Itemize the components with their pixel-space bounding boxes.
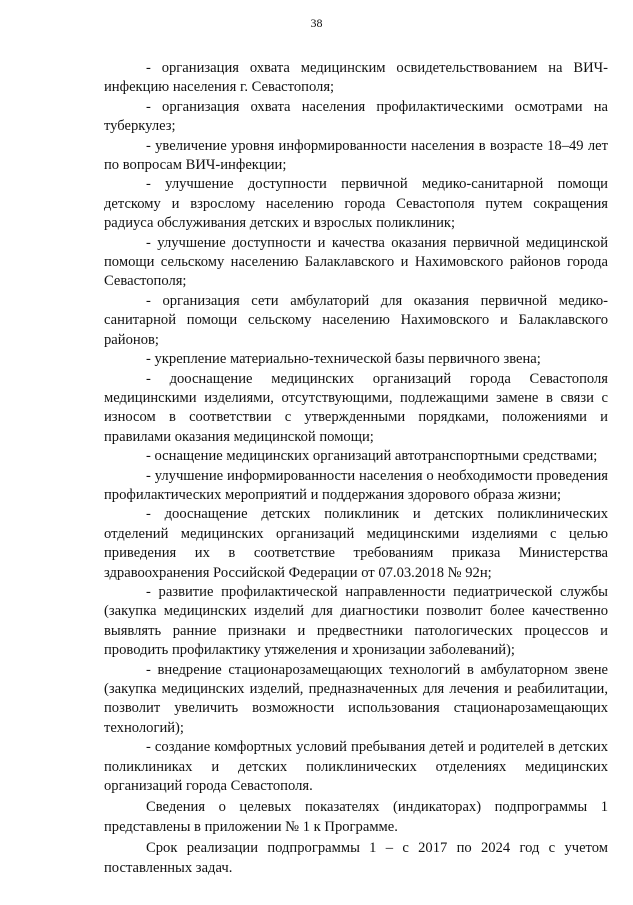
list-item-material-base: - укрепление материально-технической базы первичного звена; (146, 351, 541, 368)
list-item-hiv-awareness: - увеличение уровня информированности населения в возрасте 18–49 лет по вопросам ВИЧ-инфекции; (104, 137, 608, 174)
list-item-health-awareness: - улучшение информированности населения о необходимости проведения профилактических мероприятий и поддержания здорового образа жизни; (104, 467, 608, 503)
list-item-primary-care-access: - улучшение доступности первичной медико-санитарной помощи детскому и взрослому населению города Севастополя путем сокращения радиуса обслуживания детских и взрослых поликлиник; (104, 176, 608, 232)
list-item-inpatient-substitution: - внедрение стационарозамещающих технологий в амбулаторном звене (закупка медицинских изделий, предназначенных для лечения и реабилитации, позволит увеличить возможности использования стационарозамещающих технологий); (104, 661, 608, 736)
list-item-ambulatory-network: - организация сети амбулаторий для оказания первичной медико-санитарной помощи сельскому населению Нахимовского и Балаклавского районов; (104, 292, 608, 348)
list-item-vehicles: - оснащение медицинских организаций автотранспортными средствами; (146, 448, 598, 465)
list-item-hiv-testing: - организация охвата медицинским освидетельствованием на ВИЧ-инфекцию населения г. Севастополя; (104, 60, 608, 96)
page-number: 38 (310, 16, 323, 30)
paragraph-implementation-period: Срок реализации подпрограммы 1 – с 2017 по 2024 год с учетом поставленных задач. (104, 840, 608, 876)
paragraph-indicators: Сведения о целевых показателях (индикаторах) подпрограммы 1 представлены в приложении № 1 к Программе. (104, 799, 608, 835)
list-item-rural-care-quality: - улучшение доступности и качества оказания первичной медицинской помощи сельскому населению Балаклавского и Нахимовского районов города Севастополя; (104, 234, 608, 290)
list-item-tb-screening: - организация охвата населения профилактическими осмотрами на туберкулез; (104, 98, 608, 135)
list-item-medical-equipment: - дооснащение медицинских организаций города Севастополя медицинскими изделиями, отсутствующими, подлежащими замене в связи с износом в соответствии с утвержденными порядками, положениями и правилами оказания медицинской помощи; (104, 370, 608, 445)
list-item-pediatric-prevention: - развитие профилактической направленности педиатрической службы (закупка медицинских изделий для диагностики позволит более качественно выявлять ранние признаки и предвестники патологических процессов и проводить профилактику утяжеления и хронизации заболеваний); (104, 583, 608, 659)
document-body (104, 59, 608, 878)
list-item-pediatric-equipment: - дооснащение детских поликлиник и детских поликлинических отделений медицинских организаций медицинскими изделиями с целью приведения их в соответствие требованиям приказа Министерства здравоохранения Российской Федерации от 07.03.2018 № 92н; (104, 506, 608, 581)
list-item-comfort-conditions: - создание комфортных условий пребывания детей и родителей в детских поликлиниках и детских поликлинических отделениях медицинских организаций города Севастополя. (104, 739, 608, 795)
